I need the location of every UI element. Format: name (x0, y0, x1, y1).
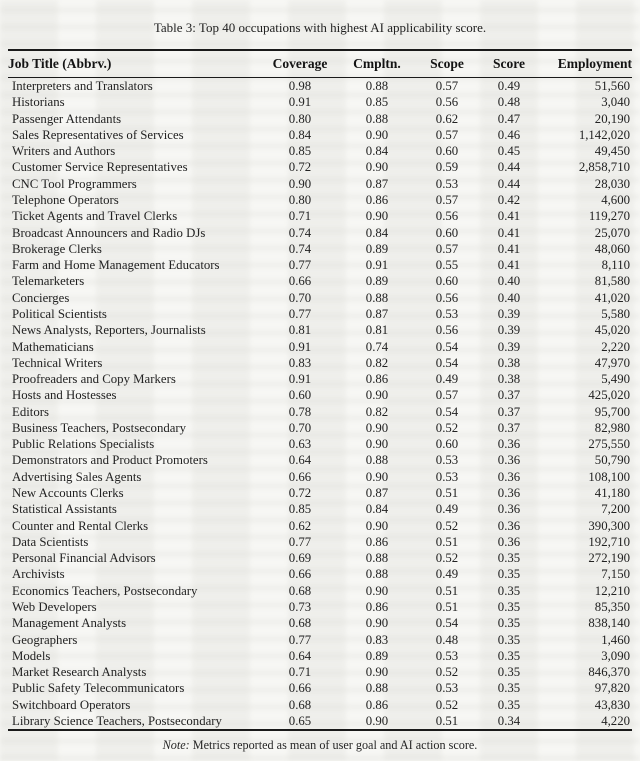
metric-cell: 0.57 (435, 127, 459, 142)
job-title-cell: Editors (12, 404, 49, 419)
metric-cell: 0.64 (288, 648, 312, 663)
metric-cell: 7,200 (601, 502, 630, 517)
occupations-table (8, 49, 632, 731)
job-title-cell: Advertising Sales Agents (12, 469, 142, 484)
metric-cell: 0.71 (288, 665, 312, 680)
metric-cell: 0.89 (365, 274, 389, 289)
metric-cell: 0.37 (497, 420, 521, 435)
metric-cell: 0.51 (435, 583, 459, 598)
metric-cell: 0.35 (497, 665, 521, 680)
metric-cell: 0.90 (365, 616, 389, 631)
metric-cell: 0.38 (497, 372, 521, 387)
job-title-cell: Telemarketers (12, 274, 85, 289)
metric-cell: 48,060 (594, 241, 630, 256)
metric-cell: 0.86 (365, 697, 389, 712)
metric-cell: 0.53 (435, 306, 459, 321)
job-title-cell: New Accounts Clerks (12, 486, 124, 501)
job-title-cell: Passenger Attendants (12, 111, 122, 126)
metric-cell: 0.81 (365, 323, 389, 338)
metric-cell: 0.69 (288, 551, 312, 566)
table-row (8, 599, 632, 615)
metric-cell: 0.39 (497, 306, 521, 321)
table-row (8, 241, 632, 257)
metric-cell: 0.63 (288, 437, 312, 452)
job-title-cell: Farm and Home Management Educators (12, 258, 220, 273)
metric-cell: 0.39 (497, 323, 521, 338)
metric-cell: 0.35 (497, 583, 521, 598)
metric-cell: 0.88 (365, 551, 389, 566)
metric-cell: 0.36 (497, 469, 521, 484)
metric-cell: 0.62 (288, 518, 312, 533)
job-title-cell: Brokerage Clerks (12, 241, 102, 256)
table-row (8, 452, 632, 468)
metric-cell: 0.71 (288, 209, 312, 224)
metric-cell: 0.52 (435, 665, 459, 680)
metric-cell: 0.36 (497, 453, 521, 468)
metric-cell: 0.81 (288, 323, 312, 338)
metric-cell: 0.90 (365, 420, 389, 435)
table-row (8, 371, 632, 387)
metric-cell: 0.51 (435, 600, 459, 614)
metric-cell: 0.84 (365, 502, 389, 517)
metric-cell: 0.45 (497, 144, 521, 159)
metric-cell: 0.85 (288, 144, 312, 159)
job-title-cell: Political Scientists (12, 306, 107, 321)
metric-cell: 0.88 (365, 453, 389, 468)
table-row (8, 485, 632, 501)
job-title-cell: Switchboard Operators (12, 697, 131, 712)
metric-cell: 0.59 (435, 160, 459, 175)
metric-cell: 0.52 (435, 518, 459, 533)
metric-cell: 0.88 (365, 567, 389, 582)
metric-cell: 0.60 (435, 225, 459, 240)
metric-cell: 0.35 (497, 632, 521, 647)
column-header-center-2: Cmpltn. (340, 50, 414, 78)
job-title-cell: Historians (12, 95, 65, 110)
table-row (8, 697, 632, 713)
job-title-cell: Business Teachers, Postsecondary (12, 420, 187, 435)
metric-cell: 0.91 (288, 339, 312, 354)
metric-cell: 0.53 (435, 469, 459, 484)
metric-cell: 85,350 (594, 600, 630, 614)
metric-cell: 0.91 (365, 258, 389, 273)
metric-cell: 0.36 (497, 437, 521, 452)
table-row (8, 420, 632, 436)
metric-cell: 4,600 (601, 192, 630, 207)
metric-cell: 0.84 (365, 144, 389, 159)
job-title-cell: Data Scientists (12, 534, 89, 549)
job-title-cell: Technical Writers (12, 355, 103, 370)
metric-cell: 0.34 (497, 713, 521, 728)
table-row (8, 306, 632, 322)
metric-cell: 0.64 (288, 453, 312, 468)
metric-cell: 838,140 (588, 616, 630, 631)
metric-cell: 0.90 (365, 713, 389, 728)
metric-cell: 82,980 (594, 420, 630, 435)
table-row (8, 534, 632, 550)
metric-cell: 0.54 (435, 355, 459, 370)
job-title-cell: CNC Tool Programmers (12, 176, 137, 191)
metric-cell: 0.39 (497, 339, 521, 354)
column-header-center-4: Score (480, 50, 538, 78)
metric-cell: 0.74 (288, 241, 312, 256)
metric-cell: 272,190 (588, 551, 630, 566)
metric-cell: 5,490 (601, 372, 630, 387)
metric-cell: 0.60 (435, 437, 459, 452)
table-header-row (8, 50, 632, 78)
metric-cell: 0.48 (435, 632, 459, 647)
metric-cell: 0.88 (365, 290, 389, 305)
metric-cell: 0.77 (288, 258, 312, 273)
metric-cell: 0.56 (435, 95, 459, 110)
metric-cell: 0.89 (365, 241, 389, 256)
table-row (8, 339, 632, 355)
metric-cell: 0.41 (497, 241, 521, 256)
metric-cell: 0.57 (435, 388, 459, 403)
metric-cell: 108,100 (588, 469, 630, 484)
metric-cell: 43,830 (594, 697, 630, 712)
metric-cell: 0.47 (497, 111, 521, 126)
job-title-cell: Interpreters and Translators (12, 79, 153, 93)
table-row (8, 322, 632, 338)
metric-cell: 0.53 (435, 681, 459, 696)
job-title-cell: Sales Representatives of Services (12, 127, 184, 142)
metric-cell: 0.73 (288, 600, 312, 614)
job-title-cell: Web Developers (12, 600, 97, 614)
metric-cell: 50,790 (594, 453, 630, 468)
job-title-cell: Proofreaders and Copy Markers (12, 372, 176, 387)
metric-cell: 0.86 (365, 534, 389, 549)
metric-cell: 0.52 (435, 420, 459, 435)
metric-cell: 0.36 (497, 502, 521, 517)
metric-cell: 0.52 (435, 551, 459, 566)
column-header-center-1: Coverage (260, 50, 340, 78)
table-row (8, 632, 632, 648)
metric-cell: 95,700 (594, 404, 630, 419)
metric-cell: 0.85 (365, 95, 389, 110)
metric-cell: 0.53 (435, 648, 459, 663)
metric-cell: 0.57 (435, 192, 459, 207)
metric-cell: 0.90 (365, 469, 389, 484)
metric-cell: 0.66 (288, 681, 312, 696)
metric-cell: 0.68 (288, 697, 312, 712)
metric-cell: 25,070 (594, 225, 630, 240)
metric-cell: 275,550 (588, 437, 630, 452)
metric-cell: 0.46 (497, 127, 521, 142)
metric-cell: 0.70 (288, 290, 312, 305)
metric-cell: 0.77 (288, 306, 312, 321)
metric-cell: 0.72 (288, 486, 312, 501)
metric-cell: 0.85 (288, 502, 312, 517)
table-row (8, 404, 632, 420)
metric-cell: 0.56 (435, 209, 459, 224)
column-header-right-5: Employment (538, 50, 632, 78)
metric-cell: 0.40 (497, 274, 521, 289)
job-title-cell: Mathematicians (12, 339, 94, 354)
table-row (8, 111, 632, 127)
metric-cell: 47,970 (594, 355, 630, 370)
metric-cell: 4,220 (601, 713, 630, 728)
metric-cell: 0.54 (435, 616, 459, 631)
metric-cell: 0.37 (497, 388, 521, 403)
metric-cell: 0.37 (497, 404, 521, 419)
metric-cell: 0.49 (435, 502, 459, 517)
metric-cell: 0.68 (288, 616, 312, 631)
metric-cell: 0.57 (435, 79, 459, 93)
table-row (8, 159, 632, 175)
metric-cell: 0.53 (435, 453, 459, 468)
job-title-cell: Archivists (12, 567, 65, 582)
metric-cell: 0.38 (497, 355, 521, 370)
metric-cell: 51,560 (594, 79, 630, 93)
metric-cell: 425,020 (588, 388, 630, 403)
table-row (8, 225, 632, 241)
metric-cell: 0.88 (365, 681, 389, 696)
metric-cell: 0.48 (497, 95, 521, 110)
metric-cell: 0.41 (497, 258, 521, 273)
note-label: Note: (162, 738, 190, 753)
table-row (8, 469, 632, 485)
metric-cell: 0.56 (435, 290, 459, 305)
metric-cell: 45,020 (594, 323, 630, 338)
metric-cell: 0.90 (288, 176, 312, 191)
metric-cell: 0.65 (288, 713, 312, 728)
metric-cell: 81,580 (594, 274, 630, 289)
metric-cell: 390,300 (588, 518, 630, 533)
table-row (8, 127, 632, 143)
metric-cell: 8,110 (601, 258, 630, 273)
metric-cell: 0.44 (497, 160, 521, 175)
metric-cell: 0.52 (435, 697, 459, 712)
job-title-cell: Ticket Agents and Travel Clerks (12, 209, 178, 224)
metric-cell: 0.41 (497, 225, 521, 240)
job-title-cell: Management Analysts (12, 616, 127, 631)
table-row (8, 566, 632, 582)
job-title-cell: Concierges (12, 290, 70, 305)
metric-cell: 119,270 (588, 209, 630, 224)
table-caption: Table 3: Top 40 occupations with highest AI applicability score. (153, 20, 487, 35)
metric-cell: 0.51 (435, 534, 459, 549)
metric-cell: 3,090 (601, 648, 630, 663)
metric-cell: 0.53 (435, 176, 459, 191)
metric-cell: 0.90 (365, 665, 389, 680)
metric-cell: 41,020 (594, 290, 630, 305)
metric-cell: 0.86 (365, 372, 389, 387)
metric-cell: 0.74 (288, 225, 312, 240)
metric-cell: 0.55 (435, 258, 459, 273)
column-header-center-3: Scope (414, 50, 480, 78)
metric-cell: 2,858,710 (578, 160, 630, 175)
metric-cell: 0.72 (288, 160, 312, 175)
metric-cell: 0.90 (365, 583, 389, 598)
metric-cell: 0.77 (288, 632, 312, 647)
metric-cell: 0.35 (497, 697, 521, 712)
metric-cell: 0.87 (365, 306, 389, 321)
metric-cell: 0.54 (435, 404, 459, 419)
metric-cell: 0.98 (288, 79, 312, 93)
metric-cell: 0.90 (365, 437, 389, 452)
metric-cell: 12,210 (594, 583, 630, 598)
metric-cell: 0.84 (365, 225, 389, 240)
metric-cell: 0.70 (288, 420, 312, 435)
table-row (8, 664, 632, 680)
metric-cell: 0.66 (288, 567, 312, 582)
column-header-left-0: Job Title (Abbrv.) (8, 50, 260, 78)
metric-cell: 0.84 (288, 127, 312, 142)
table-row (8, 680, 632, 696)
job-title-cell: Library Science Teachers, Postsecondary (12, 713, 222, 728)
metric-cell: 0.82 (365, 404, 389, 419)
job-title-cell: News Analysts, Reporters, Journalists (12, 323, 206, 338)
table-row (8, 550, 632, 566)
metric-cell: 0.82 (365, 355, 389, 370)
table-row (8, 501, 632, 517)
metric-cell: 1,142,020 (578, 127, 630, 142)
metric-cell: 0.74 (365, 339, 389, 354)
metric-cell: 0.49 (497, 79, 521, 93)
metric-cell: 0.86 (365, 192, 389, 207)
job-title-cell: Public Relations Specialists (12, 437, 155, 452)
metric-cell: 0.36 (497, 518, 521, 533)
table-row (8, 387, 632, 403)
metric-cell: 0.54 (435, 339, 459, 354)
metric-cell: 5,580 (601, 306, 630, 321)
metric-cell: 0.86 (365, 600, 389, 614)
table-row (8, 713, 632, 730)
metric-cell: 0.88 (365, 111, 389, 126)
metric-cell: 0.89 (365, 648, 389, 663)
table-row (8, 615, 632, 631)
table-row (8, 192, 632, 208)
job-title-cell: Economics Teachers, Postsecondary (12, 583, 198, 598)
metric-cell: 0.36 (497, 486, 521, 501)
metric-cell: 192,710 (588, 534, 630, 549)
table-header (8, 50, 632, 78)
table-row (8, 355, 632, 371)
table-row (8, 257, 632, 273)
metric-cell: 41,180 (594, 486, 630, 501)
job-title-cell: Geographers (12, 632, 78, 647)
metric-cell: 0.62 (435, 111, 459, 126)
table-row (8, 273, 632, 289)
metric-cell: 0.90 (365, 209, 389, 224)
table-row (8, 208, 632, 224)
metric-cell: 0.66 (288, 469, 312, 484)
metric-cell: 0.77 (288, 534, 312, 549)
metric-cell: 0.42 (497, 192, 521, 207)
table-row (8, 648, 632, 664)
metric-cell: 0.80 (288, 111, 312, 126)
metric-cell: 97,820 (594, 681, 630, 696)
job-title-cell: Demonstrators and Product Promoters (12, 453, 208, 468)
metric-cell: 0.35 (497, 551, 521, 566)
metric-cell: 3,040 (601, 95, 630, 110)
metric-cell: 28,030 (594, 176, 630, 191)
table-row (8, 94, 632, 110)
job-title-cell: Hosts and Hostesses (12, 388, 117, 403)
metric-cell: 846,370 (588, 665, 630, 680)
metric-cell: 0.44 (497, 176, 521, 191)
metric-cell: 0.49 (435, 372, 459, 387)
job-title-cell: Telephone Operators (12, 192, 119, 207)
metric-cell: 0.56 (435, 323, 459, 338)
metric-cell: 0.51 (435, 713, 459, 728)
table-note (0, 738, 640, 753)
metric-cell: 20,190 (594, 111, 630, 126)
metric-cell: 0.80 (288, 192, 312, 207)
metric-cell: 0.49 (435, 567, 459, 582)
metric-cell: 0.35 (497, 567, 521, 582)
metric-cell: 0.90 (365, 388, 389, 403)
metric-cell: 0.60 (435, 274, 459, 289)
metric-cell: 0.83 (288, 355, 312, 370)
job-title-cell: Statistical Assistants (12, 502, 117, 517)
metric-cell: 0.60 (435, 144, 459, 159)
metric-cell: 0.90 (365, 127, 389, 142)
metric-cell: 0.78 (288, 404, 312, 419)
job-title-cell: Broadcast Announcers and Radio DJs (12, 225, 206, 240)
metric-cell: 0.60 (288, 388, 312, 403)
table-row (8, 176, 632, 192)
metric-cell: 0.90 (365, 518, 389, 533)
metric-cell: 0.35 (497, 648, 521, 663)
metric-cell: 0.83 (365, 632, 389, 647)
metric-cell: 0.90 (365, 160, 389, 175)
metric-cell: 0.36 (497, 534, 521, 549)
table-row (8, 583, 632, 599)
job-title-cell: Public Safety Telecommunicators (12, 681, 185, 696)
metric-cell: 7,150 (601, 567, 630, 582)
metric-cell: 0.68 (288, 583, 312, 598)
metric-cell: 0.88 (365, 79, 389, 93)
metric-cell: 0.87 (365, 486, 389, 501)
job-title-cell: Counter and Rental Clerks (12, 518, 149, 533)
table-row (8, 290, 632, 306)
metric-cell: 49,450 (594, 144, 630, 159)
metric-cell: 0.91 (288, 95, 312, 110)
metric-cell: 0.51 (435, 486, 459, 501)
job-title-cell: Models (12, 648, 51, 663)
metric-cell: 1,460 (601, 632, 630, 647)
table-body (8, 78, 632, 731)
metric-cell: 0.35 (497, 681, 521, 696)
job-title-cell: Writers and Authors (12, 144, 116, 159)
job-title-cell: Market Research Analysts (12, 665, 147, 680)
job-title-cell: Customer Service Representatives (12, 160, 188, 175)
job-title-cell: Personal Financial Advisors (12, 551, 156, 566)
metric-cell: 0.35 (497, 616, 521, 631)
table-row (8, 143, 632, 159)
metric-cell: 0.35 (497, 600, 521, 614)
table-row (8, 78, 632, 95)
table-row (8, 518, 632, 534)
table-row (8, 436, 632, 452)
metric-cell: 0.40 (497, 290, 521, 305)
metric-cell: 0.41 (497, 209, 521, 224)
metric-cell: 0.91 (288, 372, 312, 387)
metric-cell: 0.57 (435, 241, 459, 256)
metric-cell: 0.66 (288, 274, 312, 289)
metric-cell: 2,220 (601, 339, 630, 354)
note-text: Metrics reported as mean of user goal and AI action score. (189, 738, 478, 753)
metric-cell: 0.87 (365, 176, 389, 191)
